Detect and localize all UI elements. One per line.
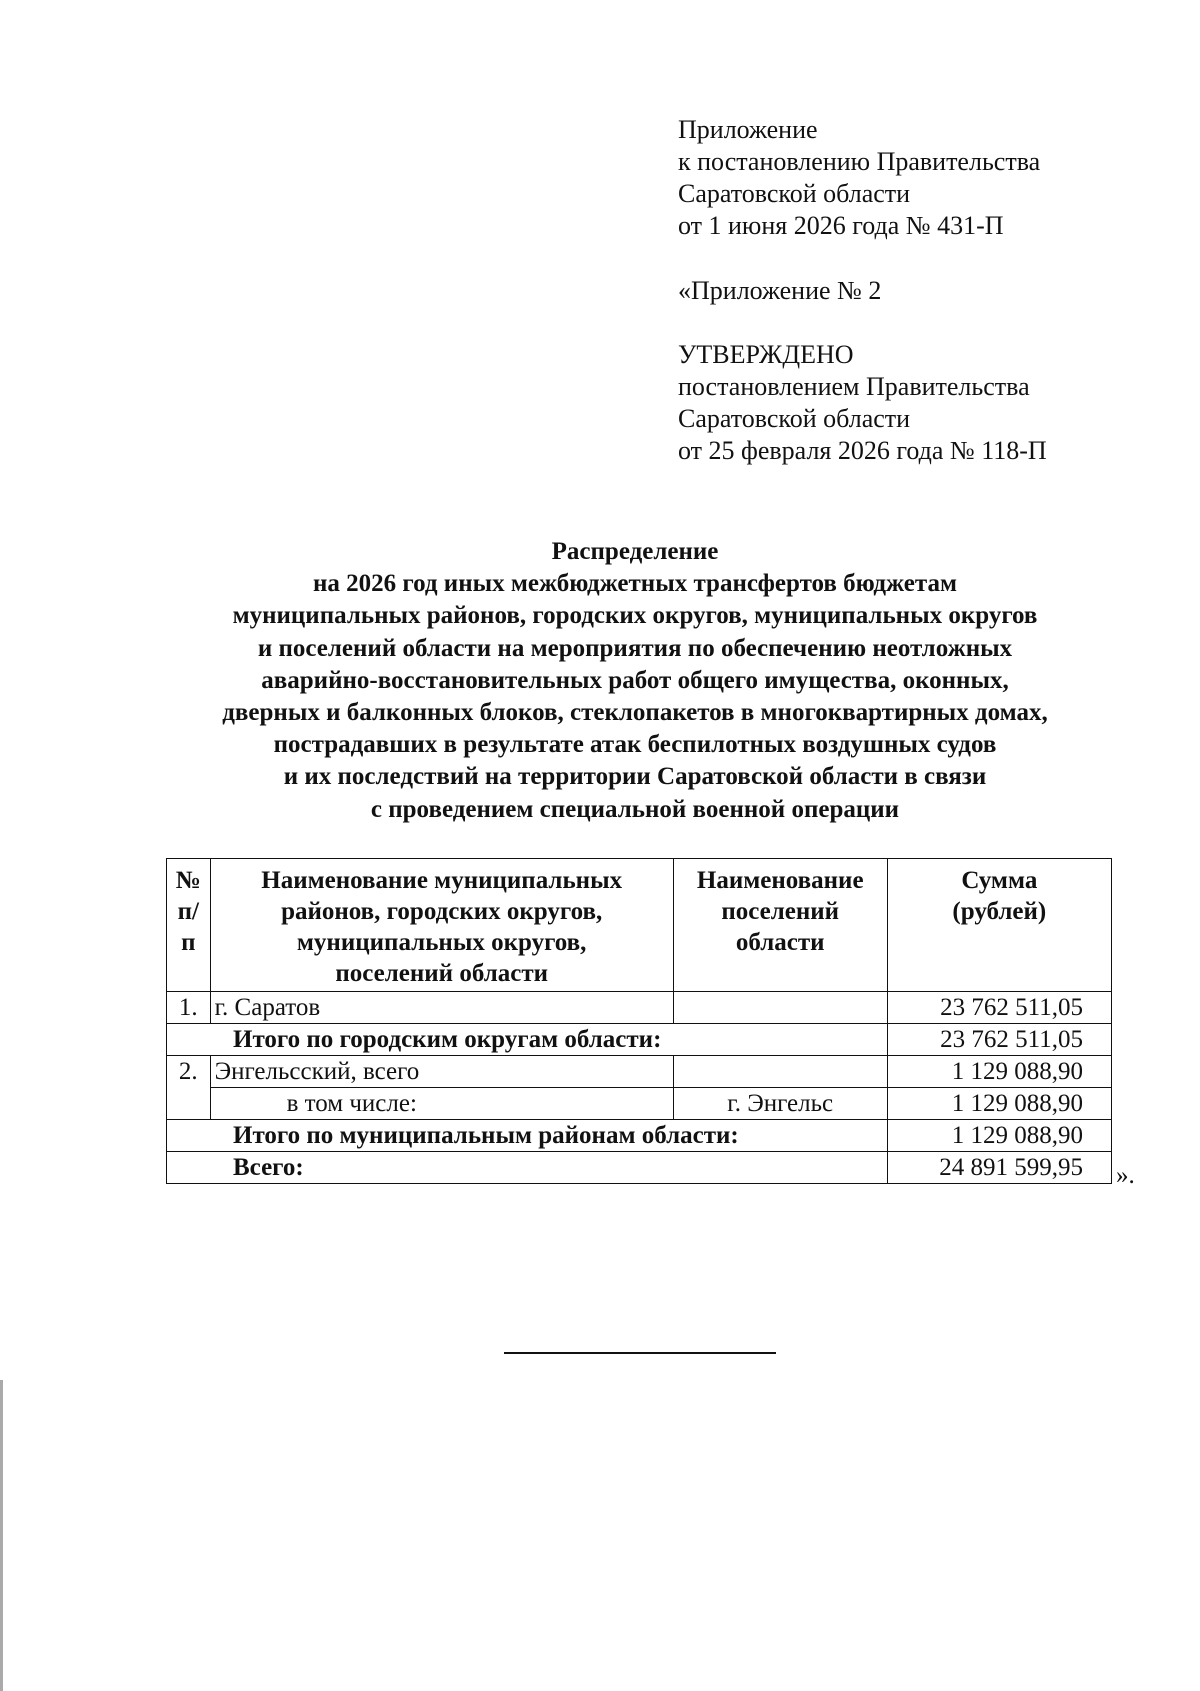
- row-sub-settlement: г. Энгельс: [673, 1088, 887, 1120]
- title-line: с проведением специальной военной операции: [370, 795, 900, 823]
- header-name-line: районов, городских округов,: [281, 898, 603, 925]
- approved-line: УТВЕРЖДЕНО: [678, 340, 854, 369]
- row-num: 2.: [167, 1056, 211, 1120]
- row-num: 1.: [167, 992, 211, 1024]
- header-settlement-line: Наименование: [696, 867, 864, 894]
- row-sum: 23 762 511,05: [887, 992, 1111, 1024]
- end-divider: [504, 1352, 776, 1354]
- header-settlement-line: поселений: [721, 898, 840, 925]
- row-settlement: [673, 1056, 887, 1088]
- title-line: и поселений области на мероприятия по обеспечению неотложных: [257, 634, 1013, 662]
- row-name: Энгельсский, всего: [210, 1056, 673, 1088]
- table-row: [167, 992, 1112, 1024]
- table-row: [167, 1056, 1112, 1088]
- table-row-total-district: [167, 1120, 1112, 1152]
- header-num-line: №: [175, 867, 201, 894]
- header-settlement: [673, 859, 887, 992]
- scan-edge-shadow: [0, 1380, 3, 1691]
- header-name: [210, 859, 673, 992]
- header-name-line: муниципальных округов,: [296, 929, 587, 956]
- title-line: на 2026 год иных межбюджетных трансфертов бюджетам: [312, 570, 958, 598]
- total-all-sum: 24 891 599,95: [887, 1152, 1111, 1184]
- closing-quote: ».: [1116, 1162, 1135, 1189]
- approved-line: Саратовской области: [678, 404, 911, 433]
- appendix-line: Приложение: [678, 115, 818, 144]
- header-settlement-line: области: [735, 929, 825, 956]
- total-all-label: Всего:: [167, 1152, 888, 1184]
- row-sub-name: в том числе:: [210, 1088, 673, 1120]
- total-district-label: Итого по муниципальным районам области:: [167, 1120, 888, 1152]
- appendix-line: от 1 июня 2026 года № 431-П: [678, 211, 1004, 240]
- header-num-line: п/п: [177, 898, 199, 956]
- header-name-line: поселений области: [335, 960, 549, 987]
- approved-line: от 25 февраля 2026 года № 118-П: [678, 436, 1047, 465]
- row-sum: 1 129 088,90: [887, 1056, 1111, 1088]
- table-header-row: [167, 859, 1112, 992]
- table-row-total-city: [167, 1024, 1112, 1056]
- title-line: пострадавших в результате атак беспилотных воздушных судов: [273, 731, 997, 759]
- table-row-sub: [167, 1088, 1112, 1120]
- table-row-total-all: [167, 1152, 1112, 1184]
- header-sum-line: Сумма: [961, 867, 1038, 894]
- title-line: дверных и балконных блоков, стеклопакетов в многоквартирных домах,: [222, 699, 1048, 727]
- appendix-2-line: «Приложение № 2: [678, 276, 882, 305]
- title-line: муниципальных районов, городских округов, муниципальных округов: [232, 602, 1038, 630]
- appendix-line: к постановлению Правительства: [678, 147, 1041, 176]
- total-city-sum: 23 762 511,05: [887, 1024, 1111, 1056]
- title-line: Распределение: [551, 538, 719, 565]
- appendix-line: Саратовской области: [678, 179, 911, 208]
- total-city-label: Итого по городским округам области:: [167, 1024, 888, 1056]
- document-title: [120, 536, 1150, 826]
- header-sum-line: (рублей): [952, 898, 1047, 925]
- header-name-line: Наименование муниципальных: [261, 867, 623, 894]
- title-line: и их последствий на территории Саратовской области в связи: [283, 763, 987, 791]
- header-sum: [887, 859, 1111, 992]
- row-settlement: [673, 992, 887, 1024]
- total-district-sum: 1 129 088,90: [887, 1120, 1111, 1152]
- approved-header: [678, 339, 1178, 467]
- distribution-table: [166, 858, 1112, 1184]
- row-name: г. Саратов: [210, 992, 673, 1024]
- appendix-header: [678, 114, 1178, 242]
- appendix-2-header: [678, 275, 1178, 307]
- approved-line: постановлением Правительства: [678, 372, 1030, 401]
- header-num: [167, 859, 211, 992]
- title-line: аварийно-восстановительных работ общего имущества, оконных,: [261, 666, 1009, 694]
- row-sub-sum: 1 129 088,90: [887, 1088, 1111, 1120]
